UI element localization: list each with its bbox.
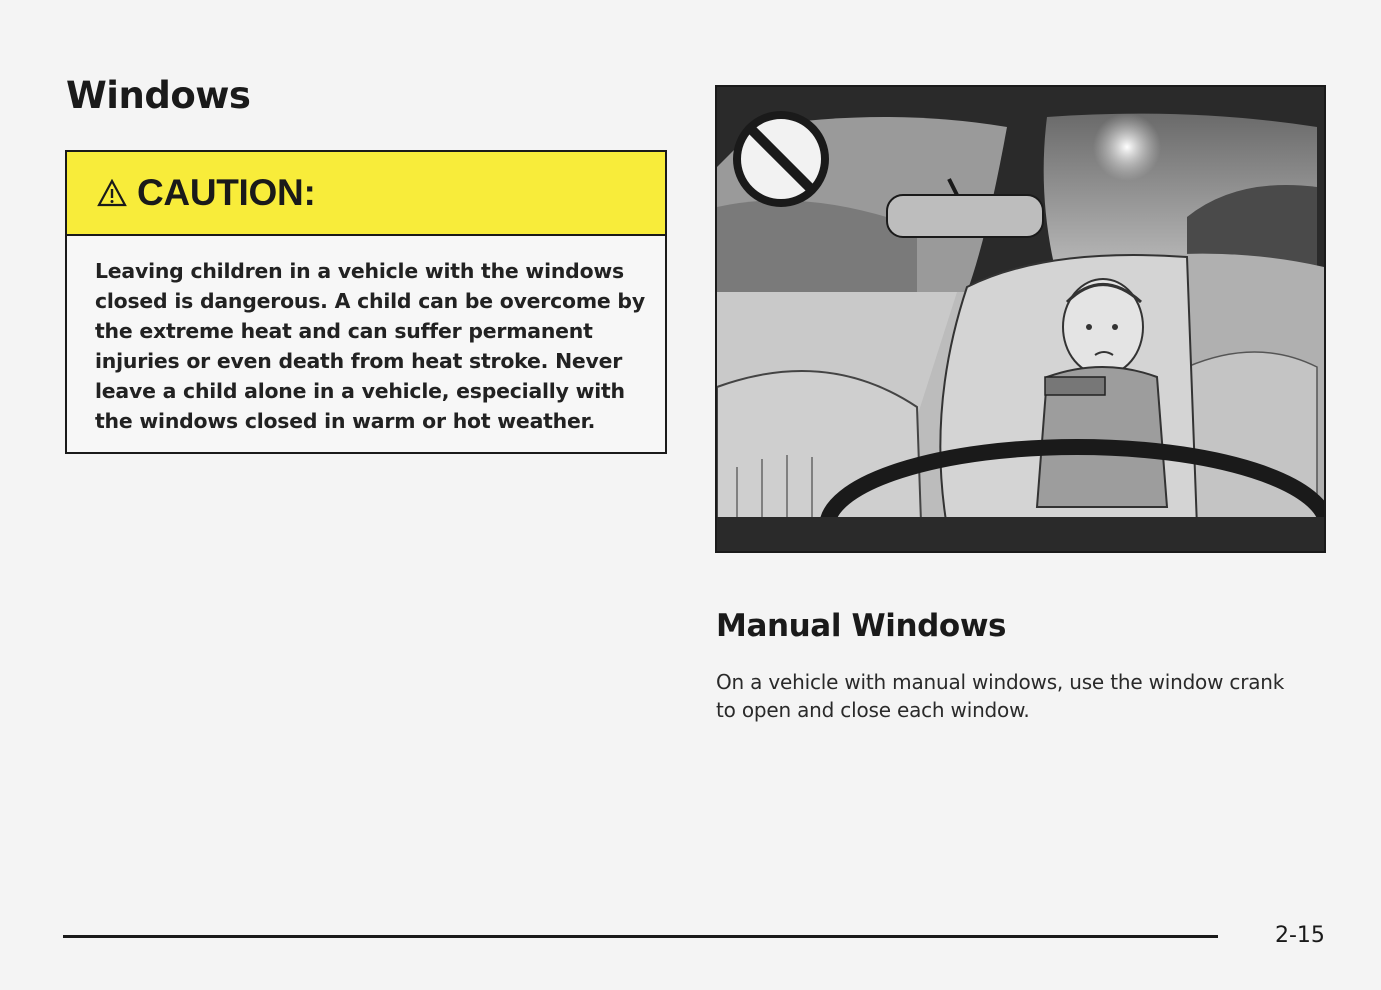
prohibited-icon	[737, 115, 825, 203]
section-heading-manual-windows: Manual Windows	[716, 608, 1007, 644]
caution-header	[67, 152, 665, 236]
child-in-car-illustration	[715, 85, 1326, 553]
footer-divider	[63, 935, 1218, 938]
caution-box	[65, 150, 667, 454]
caution-text: Leaving children in a vehicle with the windows closed is dangerous. A child can be overcome by the extreme heat and can suffer permanent injuries or even death from heat stroke. Never leave a child alone in a vehicle, especially with the windows closed in warm or hot weather.	[95, 259, 645, 433]
page-title: Windows	[66, 74, 251, 117]
manual-windows-text: On a vehicle with manual windows, use the window crank to open and close each window.	[716, 670, 1285, 722]
page-number: 2-15	[1275, 923, 1325, 948]
caution-title: CAUTION:	[137, 172, 316, 213]
warning-triangle-icon	[97, 179, 127, 207]
